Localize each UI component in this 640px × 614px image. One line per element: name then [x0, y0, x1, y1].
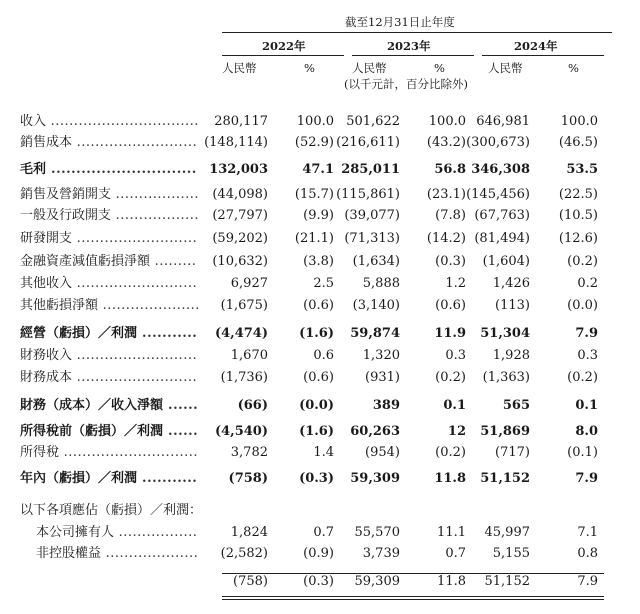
row-label	[20, 445, 198, 461]
amount-cell: (67,763)	[474, 208, 530, 223]
percent-cell: (0.2)	[567, 254, 598, 269]
amount-cell: (145,456)	[466, 187, 530, 202]
percent-cell: 0.7	[313, 525, 334, 540]
row-label-text: 非控股權益	[36, 546, 102, 561]
percent-cell: 0.8	[577, 546, 598, 561]
percent-cell: (22.5)	[558, 187, 598, 202]
percent-cell: 11.1	[437, 525, 466, 540]
amount-cell: 60,263	[350, 424, 400, 439]
percent-2022-header: %	[304, 61, 315, 75]
row-label-text: 研發開支	[20, 231, 73, 246]
row-label-text: 所得稅	[20, 445, 60, 460]
currency-2024-header: 人民幣	[488, 61, 523, 75]
units-note: (以千元計，百分比除外)	[344, 77, 468, 91]
percent-cell: (0.6)	[303, 370, 334, 385]
year-2024-rule	[482, 55, 604, 56]
leader-dots: .........	[150, 254, 197, 269]
year-2022-header: 2022年	[262, 39, 306, 53]
amount-cell: 59,309	[350, 471, 400, 486]
percent-cell: 1.2	[445, 276, 466, 291]
row-label-text: 金融資產減值虧損淨額	[20, 254, 151, 269]
total-rule-top	[222, 573, 604, 574]
amount-cell: 565	[502, 398, 530, 413]
amount-cell: 55,570	[354, 525, 400, 540]
percent-cell: (0.0)	[299, 398, 334, 413]
percent-cell: (0.9)	[303, 546, 334, 561]
percent-cell: (9.9)	[303, 208, 334, 223]
percent-cell: 0.6	[313, 348, 334, 363]
amount-cell: (71,313)	[344, 231, 400, 246]
amount-cell: (81,494)	[474, 231, 530, 246]
amount-cell: (113)	[495, 298, 530, 313]
amount-cell: (10,632)	[212, 254, 268, 269]
row-label-text: 其他收入	[20, 276, 73, 291]
row-label	[36, 525, 197, 541]
amount-cell: (39,077)	[344, 208, 400, 223]
amount-cell: (1,634)	[352, 254, 400, 269]
amount-cell: (758)	[233, 574, 268, 589]
percent-cell: (0.0)	[567, 298, 598, 313]
amount-cell: (27,797)	[212, 208, 268, 223]
percent-cell: (14.2)	[426, 231, 466, 246]
period-header: 截至12月31日止年度	[345, 15, 455, 29]
amount-cell: (66)	[237, 398, 268, 413]
amount-cell: 501,622	[346, 114, 400, 129]
currency-2023-header: 人民幣	[352, 61, 387, 75]
percent-cell: 2.5	[313, 276, 334, 291]
period-rule	[222, 32, 612, 33]
row-label-text: 以下各項應佔（虧損）／利潤：	[20, 503, 203, 518]
percent-cell: (46.5)	[558, 135, 598, 150]
percent-cell: (43.2)	[426, 135, 466, 150]
leader-dots: .............................	[59, 445, 198, 460]
percent-cell: 56.8	[434, 162, 466, 177]
row-label-text: 本公司擁有人	[36, 525, 115, 540]
leader-dots: ..........................	[72, 276, 198, 291]
amount-cell: 5,888	[362, 276, 400, 291]
row-label	[20, 187, 199, 203]
percent-cell: 7.9	[577, 574, 598, 589]
leader-dots: ..........................	[72, 348, 198, 363]
year-2023-rule	[352, 55, 474, 56]
row-label-text: 財務成本	[20, 370, 73, 385]
percent-cell: 0.1	[575, 398, 598, 413]
leader-dots: ......	[163, 424, 199, 439]
amount-cell: 280,117	[214, 114, 268, 129]
row-label	[20, 254, 196, 270]
leader-dots: ...........	[137, 471, 198, 486]
amount-cell: 5,155	[492, 546, 530, 561]
amount-cell: (758)	[228, 471, 268, 486]
row-label	[20, 135, 197, 151]
amount-cell: (4,474)	[214, 326, 268, 341]
percent-cell: (0.6)	[303, 298, 334, 313]
leader-dots: .............................	[46, 162, 197, 177]
row-label-text: 財務（成本）／收入淨額	[20, 398, 164, 413]
leader-dots: ..........................	[72, 370, 198, 385]
percent-cell: 11.8	[437, 574, 466, 589]
row-label	[36, 546, 198, 562]
amount-cell: 51,152	[480, 471, 530, 486]
percent-cell: 11.8	[434, 471, 466, 486]
row-label	[20, 471, 197, 487]
row-label	[20, 298, 200, 314]
row-label-text: 所得稅前（虧損）／利潤	[20, 424, 164, 439]
amount-cell: (148,114)	[204, 135, 268, 150]
row-label	[20, 370, 197, 386]
percent-cell: (7.8)	[435, 208, 466, 223]
percent-2023-header: %	[434, 61, 445, 75]
percent-cell: 0.2	[577, 276, 598, 291]
amount-cell: 1,670	[230, 348, 268, 363]
amount-cell: 3,739	[362, 546, 400, 561]
row-label-text: 銷售及營銷開支	[20, 187, 112, 202]
amount-cell: (1,736)	[220, 370, 268, 385]
amount-cell: 1,928	[492, 348, 530, 363]
amount-cell: 51,152	[484, 574, 530, 589]
row-label-text: 財務收入	[20, 348, 73, 363]
percent-cell: (10.5)	[558, 208, 598, 223]
percent-cell: (0.3)	[303, 574, 334, 589]
leader-dots: ......	[163, 398, 199, 413]
percent-cell: 53.5	[566, 162, 598, 177]
year-2023-header: 2023年	[387, 39, 431, 53]
row-label	[20, 503, 202, 519]
percent-cell: (12.6)	[558, 231, 598, 246]
row-label	[20, 162, 197, 178]
amount-cell: 6,927	[230, 276, 268, 291]
percent-cell: 0.3	[445, 348, 466, 363]
amount-cell: (2,582)	[220, 546, 268, 561]
row-label	[20, 398, 198, 414]
amount-cell: (4,540)	[214, 424, 268, 439]
amount-cell: 3,782	[230, 445, 268, 460]
amount-cell: 346,308	[471, 162, 530, 177]
leader-dots: ..................	[111, 187, 200, 202]
row-label-text: 銷售成本	[20, 135, 73, 150]
currency-2022-header: 人民幣	[222, 61, 257, 75]
row-label-text: 其他虧損淨額	[20, 298, 99, 313]
percent-cell: (0.2)	[567, 370, 598, 385]
total-rule-bottom-1	[222, 596, 604, 597]
percent-cell: (3.8)	[303, 254, 334, 269]
leader-dots: ................................	[46, 114, 199, 129]
percent-cell: 100.0	[560, 114, 598, 129]
amount-cell: 389	[372, 398, 400, 413]
amount-cell: (931)	[365, 370, 400, 385]
amount-cell: 59,309	[354, 574, 400, 589]
row-label	[20, 114, 199, 130]
amount-cell: (59,202)	[212, 231, 268, 246]
percent-cell: 0.7	[445, 546, 466, 561]
amount-cell: (1,604)	[482, 254, 530, 269]
percent-2024-header: %	[568, 61, 579, 75]
percent-cell: (52.9)	[294, 135, 334, 150]
percent-cell: (0.6)	[435, 298, 466, 313]
row-label-text: 年內（虧損）／利潤	[20, 471, 138, 486]
leader-dots: ..................	[111, 208, 200, 223]
percent-cell: 7.9	[575, 326, 598, 341]
amount-cell: (300,673)	[466, 135, 530, 150]
leader-dots: .................	[114, 525, 198, 540]
amount-cell: 1,426	[492, 276, 530, 291]
leader-dots: .....................	[98, 298, 200, 313]
percent-cell: (21.1)	[294, 231, 334, 246]
row-label	[20, 276, 197, 292]
percent-cell: 7.1	[577, 525, 598, 540]
amount-cell: (1,675)	[220, 298, 268, 313]
amount-cell: (717)	[495, 445, 530, 460]
percent-cell: 47.1	[302, 162, 334, 177]
row-label	[20, 208, 199, 224]
percent-cell: 0.3	[577, 348, 598, 363]
amount-cell: (3,140)	[352, 298, 400, 313]
percent-cell: (23.1)	[426, 187, 466, 202]
percent-cell: (0.2)	[435, 370, 466, 385]
leader-dots: ..........................	[72, 231, 198, 246]
leader-dots: ...........	[137, 326, 198, 341]
percent-cell: 7.9	[575, 471, 598, 486]
row-label	[20, 348, 197, 364]
percent-cell: (0.2)	[435, 445, 466, 460]
amount-cell: (44,098)	[212, 187, 268, 202]
year-2022-rule	[222, 55, 344, 56]
percent-cell: 100.0	[428, 114, 466, 129]
amount-cell: 1,320	[362, 348, 400, 363]
percent-cell: 8.0	[575, 424, 598, 439]
row-label-text: 毛利	[20, 162, 47, 177]
year-2024-header: 2024年	[514, 39, 558, 53]
leader-dots: ....................	[101, 546, 199, 561]
amount-cell: 646,981	[476, 114, 530, 129]
amount-cell: 45,997	[484, 525, 530, 540]
percent-cell: (0.1)	[567, 445, 598, 460]
amount-cell: 1,824	[230, 525, 268, 540]
total-rule-bottom-2	[222, 599, 604, 600]
row-label-text: 經營（虧損）／利潤	[20, 326, 138, 341]
percent-cell: (0.3)	[299, 471, 334, 486]
percent-cell: 12	[447, 424, 466, 439]
row-label	[20, 231, 197, 247]
amount-cell: (115,861)	[336, 187, 400, 202]
amount-cell: 51,304	[480, 326, 530, 341]
amount-cell: 132,003	[209, 162, 268, 177]
amount-cell: (1,363)	[482, 370, 530, 385]
percent-cell: (1.6)	[299, 424, 334, 439]
amount-cell: 51,869	[480, 424, 530, 439]
row-label	[20, 424, 198, 440]
amount-cell: 59,874	[350, 326, 400, 341]
row-label-text: 收入	[20, 114, 47, 129]
amount-cell: (954)	[365, 445, 400, 460]
percent-cell: (15.7)	[294, 187, 334, 202]
percent-cell: 11.9	[434, 326, 466, 341]
row-label	[20, 326, 197, 342]
percent-cell: 0.1	[443, 398, 466, 413]
percent-cell: (1.6)	[299, 326, 334, 341]
percent-cell: 1.4	[313, 445, 334, 460]
row-label-text: 一般及行政開支	[20, 208, 112, 223]
amount-cell: (216,611)	[336, 135, 400, 150]
percent-cell: (0.3)	[435, 254, 466, 269]
amount-cell: 285,011	[341, 162, 400, 177]
percent-cell: 100.0	[296, 114, 334, 129]
leader-dots: ..........................	[72, 135, 198, 150]
